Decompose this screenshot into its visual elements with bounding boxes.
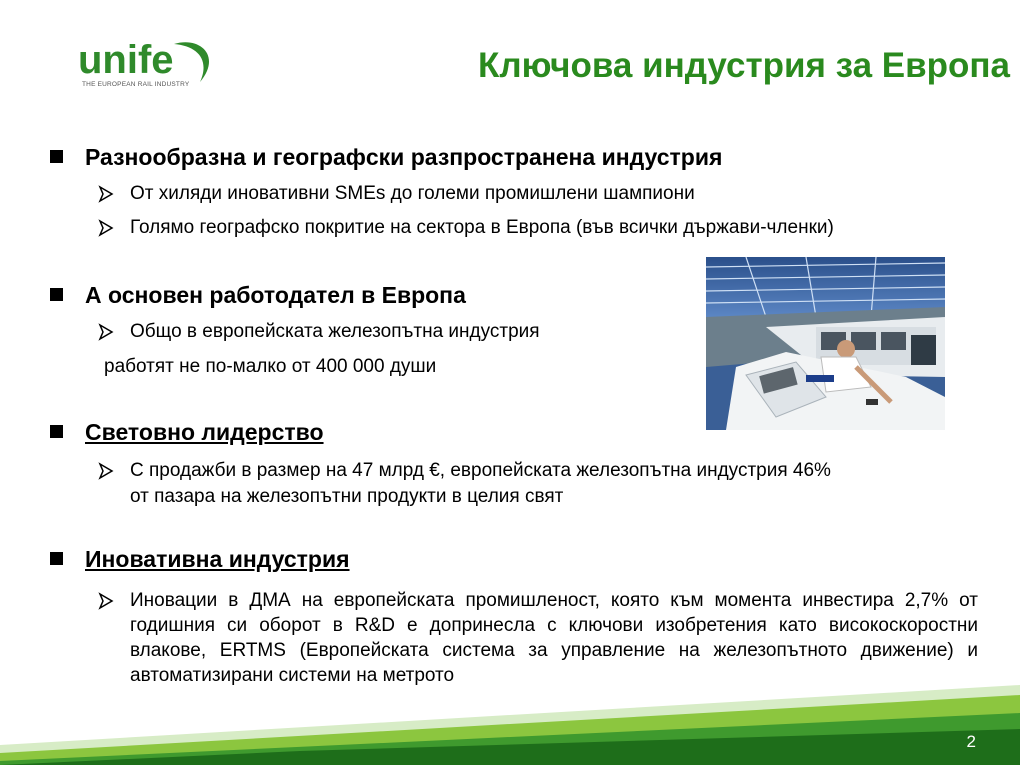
unife-logo bbox=[78, 38, 218, 93]
square-bullet-icon bbox=[50, 552, 63, 565]
arrow-bullet-icon bbox=[98, 321, 116, 343]
page-number: 2 bbox=[966, 732, 976, 751]
logo-subtitle: THE EUROPEAN RAIL INDUSTRY bbox=[82, 81, 190, 88]
bullet-heading-2: А основен работодател в Европа bbox=[50, 282, 466, 309]
square-bullet-icon bbox=[50, 425, 63, 438]
logo-swoosh-icon bbox=[170, 38, 218, 86]
arrow-bullet-icon bbox=[98, 217, 116, 239]
sub-bullet-continuation: работят не по-малко от 400 000 души bbox=[104, 356, 437, 377]
arrow-bullet-icon bbox=[98, 183, 116, 205]
arrow-bullet-icon bbox=[98, 590, 116, 612]
footer-decoration bbox=[0, 685, 1020, 765]
page-title: Ключова индустрия за Европа bbox=[478, 46, 1010, 85]
bullet-heading-1: Разнообразна и географски разпространена индустрия bbox=[50, 144, 722, 171]
arrow-bullet-icon bbox=[98, 460, 116, 482]
sub-bullet-paragraph: Иновации в ДМА на европейската промишленост, която към момента инвестира 2,7% от годишния си оборот в R&D е допринесла с ключови изобретения като високоскоростни влакове, ERTMS (Европейската система за управление на железопътното движение) и автоматизирани системи на метрото bbox=[130, 590, 978, 686]
bullet-heading-3: Световно лидерство bbox=[50, 419, 324, 446]
square-bullet-icon bbox=[50, 150, 63, 163]
square-bullet-icon bbox=[50, 288, 63, 301]
factory-worker-photo bbox=[706, 257, 945, 430]
logo-text: unife bbox=[78, 38, 174, 82]
bullet-heading-4: Иновативна индустрия bbox=[50, 546, 350, 573]
